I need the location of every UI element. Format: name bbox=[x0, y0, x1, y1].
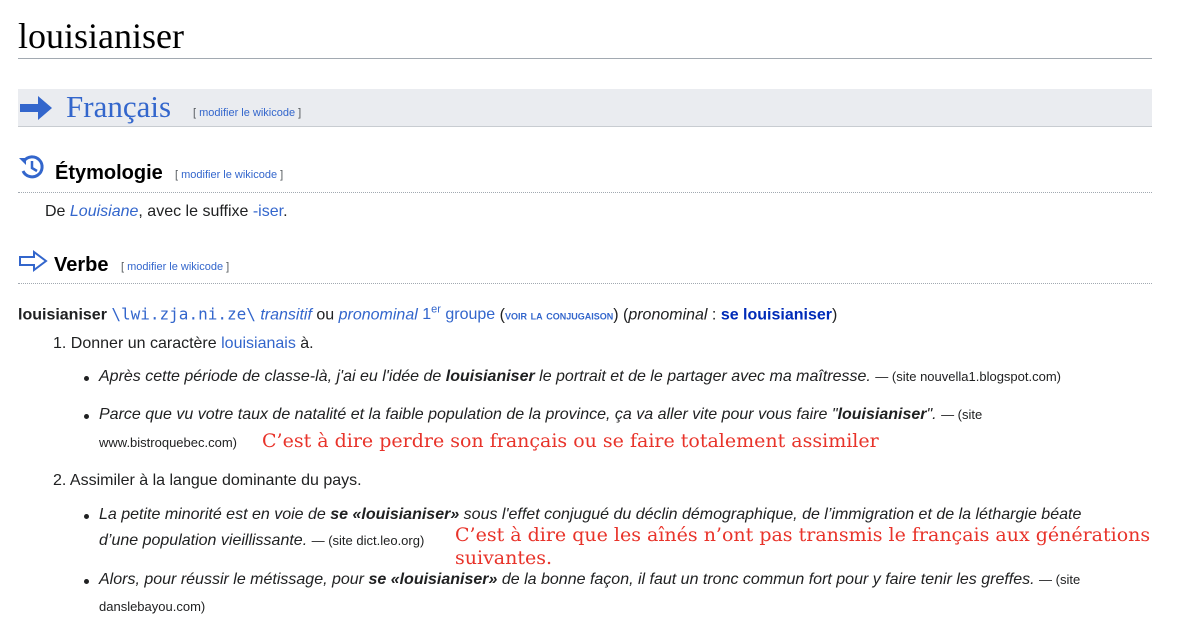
groupe-link[interactable]: 1er groupe bbox=[422, 304, 496, 324]
edit-wikicode-link[interactable]: modifier le wikicode bbox=[199, 107, 296, 119]
pronominal-link[interactable]: pronominal bbox=[338, 306, 418, 324]
verb-heading: Verbe bbox=[54, 254, 109, 276]
handwritten-annotation-2: C’est à dire que les aînés n’ont pas transmis le français aux générations bbox=[455, 524, 1151, 546]
bullet bbox=[84, 414, 89, 419]
title-divider bbox=[18, 58, 1152, 59]
bullet bbox=[84, 376, 89, 381]
louisianais-link[interactable]: louisianais bbox=[221, 335, 296, 352]
edit-wikicode-link[interactable]: modifier le wikicode bbox=[181, 169, 278, 181]
iser-link[interactable]: -iser bbox=[252, 203, 284, 220]
language-edit-link: [ modifier le wikicode ] bbox=[193, 107, 302, 119]
etymology-divider bbox=[18, 192, 1152, 193]
transitif-link[interactable]: transitif bbox=[260, 306, 312, 324]
history-icon bbox=[18, 153, 46, 186]
handwritten-annotation-2-cont: suivantes. bbox=[455, 547, 553, 569]
example-source: — (site dict.leo.org) bbox=[311, 533, 425, 548]
definition-1: 1. Donner un caractère louisianais à. bbox=[53, 335, 314, 352]
edit-wikicode-link[interactable]: modifier le wikicode bbox=[127, 261, 224, 273]
conjugation-link[interactable]: voir la conjugaison bbox=[504, 307, 614, 323]
etymology-section-header bbox=[18, 153, 1152, 189]
example-source-cont: www.bistroquebec.com) bbox=[99, 435, 237, 450]
language-title[interactable]: Français bbox=[66, 89, 172, 124]
etymology-text: De Louisiane, avec le suffixe -iser. bbox=[45, 203, 288, 220]
example-2-1: La petite minorité est en voie de se «louisianiser» sous l'effet conjugué du déclin démographique, de l’immigration et de la léthargie béate bbox=[99, 506, 1082, 523]
example-2-1-cont: d’une population vieillissante. — (site dict.leo.org) bbox=[99, 532, 425, 549]
verb-edit-link: [ modifier le wikicode ] bbox=[121, 261, 230, 273]
pronunciation-link[interactable]: \lwi.zja.ni.ze\ bbox=[111, 304, 256, 324]
verb-section-header bbox=[18, 247, 1152, 283]
page-title: louisianiser bbox=[18, 16, 184, 56]
louisiane-link[interactable]: Louisiane bbox=[69, 203, 139, 220]
example-source: — (site bbox=[1039, 572, 1081, 587]
definition-2: 2. Assimiler à la langue dominante du pays. bbox=[53, 472, 362, 489]
example-source: — (site bbox=[941, 407, 983, 422]
headword: louisianiser bbox=[18, 306, 107, 324]
handwritten-annotation-1: C’est à dire perdre son français ou se faire totalement assimiler bbox=[262, 430, 879, 452]
arrow-right-icon bbox=[18, 94, 54, 127]
etymology-edit-link: [ modifier le wikicode ] bbox=[175, 169, 284, 181]
verb-divider bbox=[18, 283, 1152, 284]
example-source: — (site nouvella1.blogspot.com) bbox=[875, 369, 1061, 384]
bullet bbox=[84, 579, 89, 584]
headword-line: louisianiser \lwi.zja.ni.ze\ transitif ou pronominal 1er groupe (voir la conjugaison) (pronominal : se louisianiser) bbox=[18, 304, 838, 324]
language-section-header bbox=[18, 89, 1152, 127]
example-2-2: Alors, pour réussir le métissage, pour se «louisianiser» de la bonne façon, il faut un tronc commun fort pour y faire tenir les greffes. — (site bbox=[99, 571, 1081, 588]
bullet bbox=[84, 514, 89, 519]
example-1-2: Parce que vu votre taux de natalité et la faible population de la province, ça va aller vite pour vous faire "louisianiser". — (site bbox=[99, 406, 983, 423]
se-louisianiser-link[interactable]: se louisianiser bbox=[720, 306, 832, 324]
arrow-outline-icon bbox=[18, 250, 48, 277]
example-1-1: Après cette période de classe-là, j'ai eu l'idée de louisianiser le portrait et de le partager avec ma maîtresse. — (site nouvella1.blogspot.com) bbox=[99, 368, 1061, 385]
etymology-heading: Étymologie bbox=[55, 162, 163, 184]
example-source-cont: danslebayou.com) bbox=[99, 599, 206, 614]
